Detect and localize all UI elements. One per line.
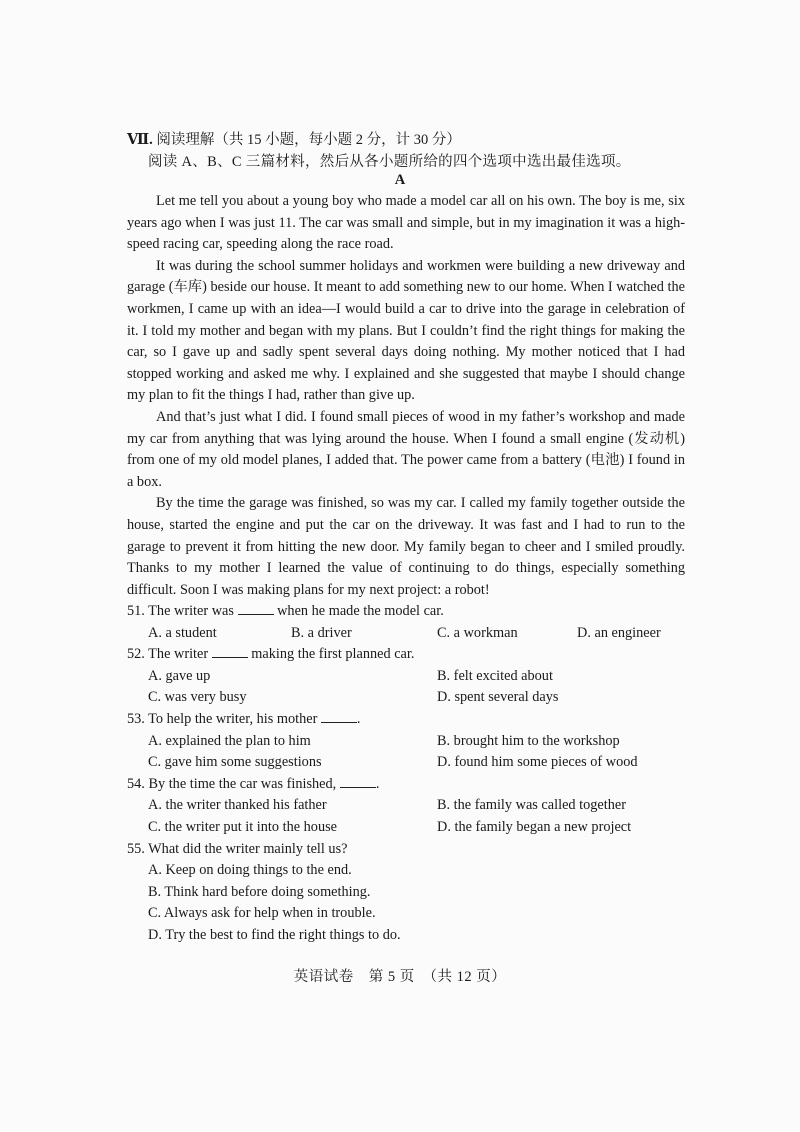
answer-blank — [340, 774, 376, 788]
option-d: D. Try the best to find the right things to do. — [148, 926, 401, 943]
question-stem-end: making the first planned car. — [251, 646, 415, 663]
passage-paragraph: By the time the garage was finished, so was my car. I called my family together outside the house, started the engine and put the car on the driveway. It was fast and I had to run to the garage to prevent it from hitting the new door. My family began to cheer and I smiled proudly. Thanks to my mother I learned the value of continuing to do things, especially something difficult. Soon I was making plans for my next project: a robot! — [127, 495, 685, 598]
question-51-options — [127, 623, 687, 645]
question-55-option-d — [127, 925, 687, 947]
question-51 — [127, 601, 687, 623]
passage-label: A — [394, 172, 406, 188]
passage-paragraph: Let me tell you about a young boy who made a model car all on his own. The boy is me, six years ago when I was just 11. The car was small and simple, but in my imagination it was a high-speed racing car, speeding along the race road. — [127, 193, 685, 253]
question-52-options-row1 — [127, 666, 687, 688]
question-52-options-row2 — [127, 687, 687, 709]
question-55-option-a — [127, 860, 687, 882]
option-c: C. the writer put it into the house — [148, 818, 338, 835]
option-d: D. an engineer — [577, 624, 661, 641]
section-instruction: 阅读 A、B、C 三篇材料，然后从各小题所给的四个选项中选出最佳选项。 — [148, 154, 631, 170]
question-54-options-row2 — [127, 817, 687, 839]
option-c: C. was very busy — [148, 689, 247, 706]
question-52 — [127, 644, 687, 666]
option-b: B. brought him to the workshop — [437, 732, 620, 749]
answer-blank — [212, 644, 248, 658]
passage-paragraph: And that’s just what I did. I found small pieces of wood in my father’s workshop and made my car from anything that was lying around the house. When I found a small engine (发动机) from one of my old model planes, I added that. The power came from a battery (电池) I found in a box. — [127, 408, 685, 490]
option-b: B. felt excited about — [437, 667, 553, 684]
question-55: 55. What did the writer mainly tell us? — [127, 840, 348, 857]
question-53-options-row2 — [127, 752, 687, 774]
question-stem-start: 51. The writer was — [127, 603, 234, 619]
option-b: B. Think hard before doing something. — [148, 883, 371, 900]
option-b: B. the family was called together — [437, 797, 626, 814]
question-53-options-row1 — [127, 731, 687, 753]
answer-blank — [321, 709, 357, 723]
question-stem-start: 54. By the time the car was finished, — [127, 775, 337, 792]
option-a: A. explained the plan to him — [148, 732, 311, 749]
section-numeral: Ⅶ. — [127, 132, 153, 148]
option-a: A. a student — [148, 624, 217, 641]
question-stem-end: . — [375, 775, 380, 792]
question-stem-end: when he made the model car. — [277, 603, 444, 619]
question-stem-start: 52. The writer — [127, 646, 209, 663]
question-stem-end: . — [356, 710, 361, 727]
option-d: D. the family began a new project — [437, 818, 632, 835]
option-d: D. spent several days — [437, 689, 559, 706]
question-stem-start: 53. To help the writer, his mother — [127, 710, 318, 727]
option-c: C. Always ask for help when in trouble. — [148, 905, 376, 922]
passage-paragraph: It was during the school summer holidays and workmen were building a new driveway and garage (车库) beside our house. It meant to add something new to our home. When I watched the workmen, I came up with an idea—I would build a car to drive into the garage in celebration of it. I told my mother and began with my plans. But I couldn’t find the right things for making the car, so I gave up and sadly spent several days doing nothing. My mother noticed that I had stopped working and asked me why. I explained and she suggested that maybe I should change my plan to fit the things I had, rather than give up. — [127, 257, 685, 404]
question-53 — [127, 709, 687, 731]
question-55-option-c — [127, 903, 687, 925]
question-54 — [127, 774, 687, 796]
page-footer: 英语试卷 第 5 页 （共 12 页） — [293, 969, 507, 985]
answer-blank — [238, 601, 274, 615]
passage-text — [127, 191, 685, 601]
option-c: C. a workman — [437, 624, 518, 641]
question-55-option-b — [127, 882, 687, 904]
question-list — [127, 601, 687, 947]
option-c: C. gave him some suggestions — [148, 754, 322, 771]
option-a: A. the writer thanked his father — [148, 797, 327, 814]
option-a: A. Keep on doing things to the end. — [148, 862, 352, 879]
question-54-options-row1 — [127, 795, 687, 817]
section-title: 阅读理解（共 15 小题，每小题 2 分，计 30 分） — [156, 132, 461, 148]
option-a: A. gave up — [148, 667, 211, 684]
option-b: B. a driver — [291, 624, 352, 641]
section-heading — [127, 128, 461, 149]
option-d: D. found him some pieces of wood — [437, 754, 638, 771]
